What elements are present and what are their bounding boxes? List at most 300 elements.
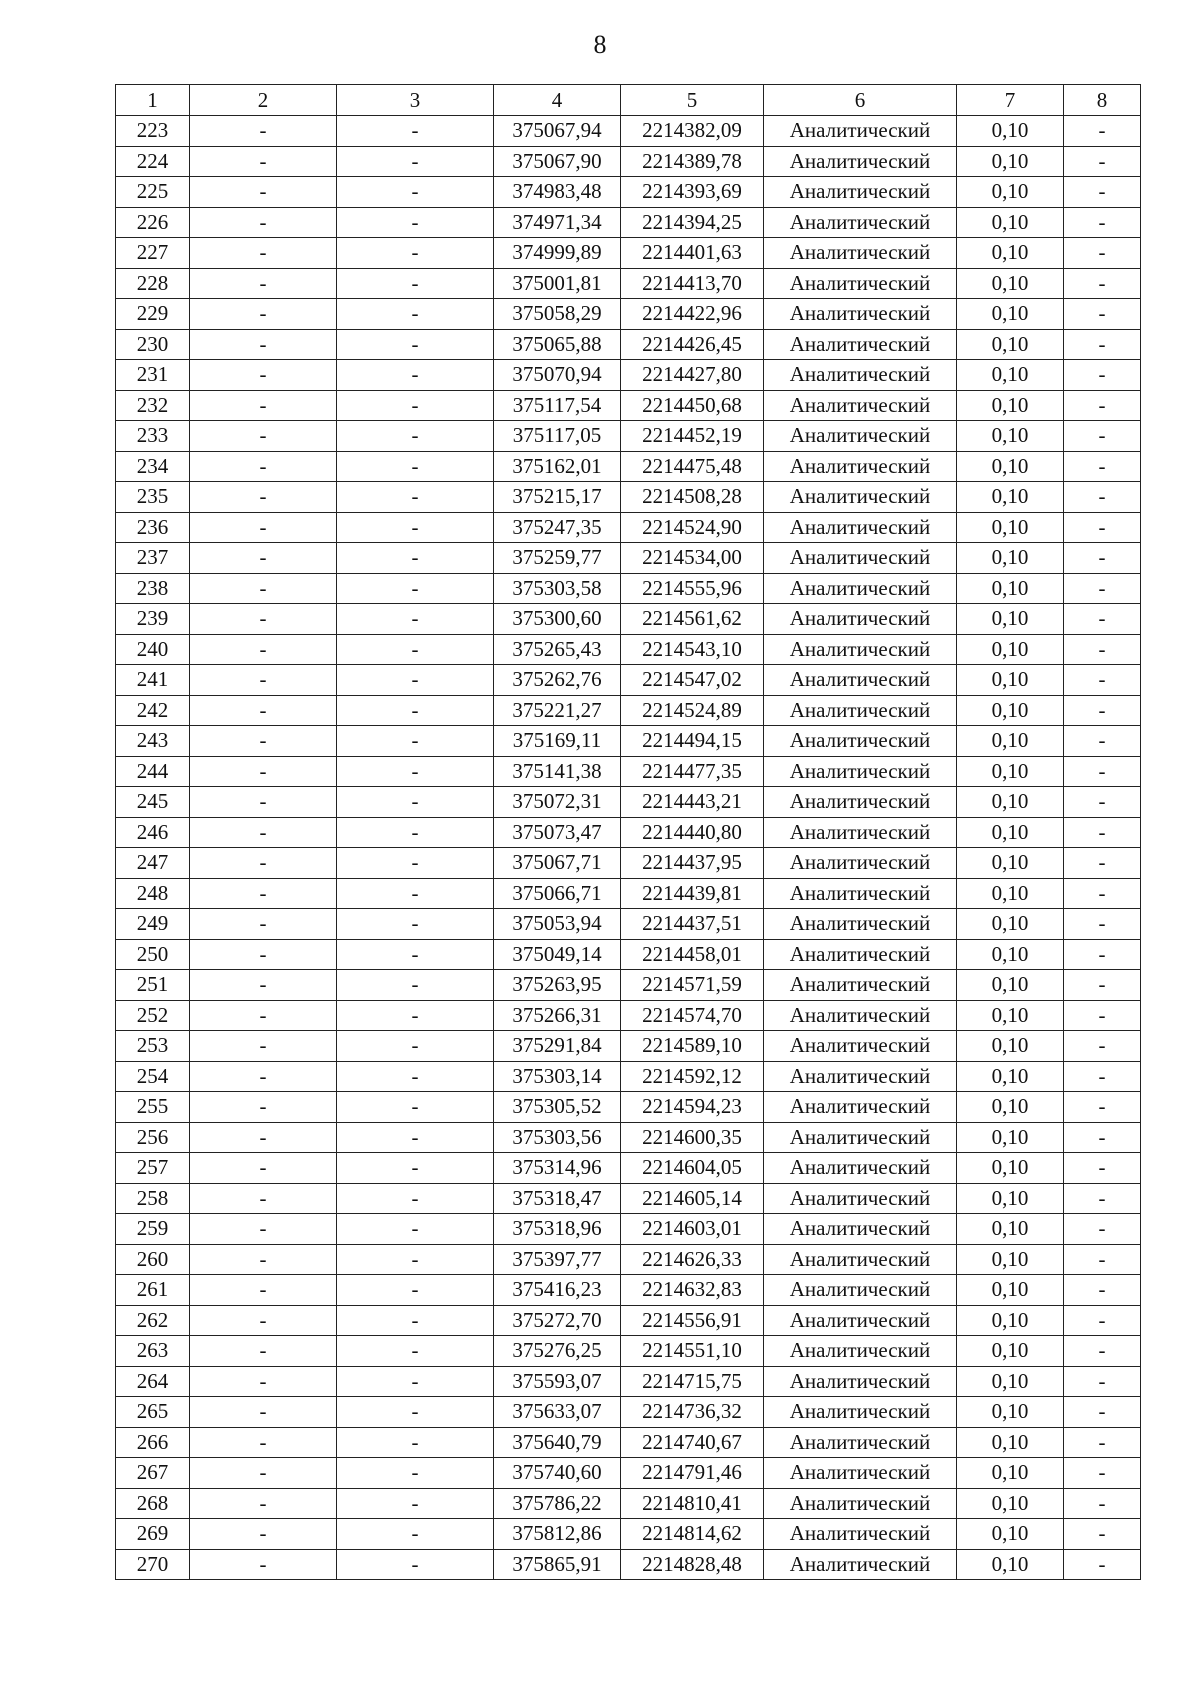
table-cell: 2214740,67 — [621, 1427, 764, 1458]
table-cell: - — [1064, 1305, 1141, 1336]
table-cell: 0,10 — [957, 848, 1064, 879]
table-cell: 375070,94 — [494, 360, 621, 391]
table-cell: - — [1064, 360, 1141, 391]
table-cell: 0,10 — [957, 1031, 1064, 1062]
table-cell: 0,10 — [957, 1092, 1064, 1123]
table-cell: 249 — [116, 909, 190, 940]
table-cell: 374971,34 — [494, 207, 621, 238]
table-row — [116, 817, 1141, 848]
table-cell: - — [337, 1366, 494, 1397]
table-cell: 374999,89 — [494, 238, 621, 269]
table-cell: Аналитический — [764, 1061, 957, 1092]
table-cell: 268 — [116, 1488, 190, 1519]
table-cell: Аналитический — [764, 1336, 957, 1367]
table-cell: 2214475,48 — [621, 451, 764, 482]
table-cell: 2214437,95 — [621, 848, 764, 879]
table-cell: - — [1064, 1275, 1141, 1306]
table-cell: 236 — [116, 512, 190, 543]
table-cell: 375786,22 — [494, 1488, 621, 1519]
table-cell: - — [190, 1244, 337, 1275]
table-cell: 375262,76 — [494, 665, 621, 696]
table-cell: 0,10 — [957, 116, 1064, 147]
table-cell: - — [190, 1427, 337, 1458]
table-row — [116, 573, 1141, 604]
column-header: 2 — [190, 85, 337, 116]
table-cell: - — [337, 1000, 494, 1031]
table-cell: 262 — [116, 1305, 190, 1336]
table-cell: 246 — [116, 817, 190, 848]
table-cell: 2214439,81 — [621, 878, 764, 909]
table-cell: - — [337, 1305, 494, 1336]
table-cell: 375640,79 — [494, 1427, 621, 1458]
table-cell: - — [190, 878, 337, 909]
table-row — [116, 939, 1141, 970]
table-cell: - — [337, 207, 494, 238]
column-header: 7 — [957, 85, 1064, 116]
table-row — [116, 1427, 1141, 1458]
table-cell: Аналитический — [764, 360, 957, 391]
table-cell: - — [190, 1488, 337, 1519]
table-cell: 229 — [116, 299, 190, 330]
table-cell: - — [190, 817, 337, 848]
table-cell: - — [190, 1519, 337, 1550]
table-cell: - — [1064, 1458, 1141, 1489]
table-cell: 255 — [116, 1092, 190, 1123]
table-cell: 375073,47 — [494, 817, 621, 848]
table-cell: Аналитический — [764, 1519, 957, 1550]
table-cell: - — [1064, 1031, 1141, 1062]
table-row — [116, 970, 1141, 1001]
table-cell: 2214494,15 — [621, 726, 764, 757]
table-cell: - — [337, 909, 494, 940]
table-cell: 251 — [116, 970, 190, 1001]
table-cell: - — [1064, 1183, 1141, 1214]
table-row — [116, 1305, 1141, 1336]
table-cell: 0,10 — [957, 207, 1064, 238]
table-row — [116, 1397, 1141, 1428]
table-cell: Аналитический — [764, 1122, 957, 1153]
table-row — [116, 268, 1141, 299]
table-cell: - — [1064, 695, 1141, 726]
table-cell: Аналитический — [764, 817, 957, 848]
table-cell: 0,10 — [957, 1275, 1064, 1306]
table-cell: 0,10 — [957, 1549, 1064, 1580]
table-row — [116, 329, 1141, 360]
table-cell: 0,10 — [957, 360, 1064, 391]
table-cell: 375303,58 — [494, 573, 621, 604]
table-cell: Аналитический — [764, 451, 957, 482]
table-cell: 375314,96 — [494, 1153, 621, 1184]
table-cell: 225 — [116, 177, 190, 208]
table-header-row — [116, 85, 1141, 116]
table-cell: - — [337, 1183, 494, 1214]
table-cell: 259 — [116, 1214, 190, 1245]
table-cell: 0,10 — [957, 1244, 1064, 1275]
table-cell: - — [190, 390, 337, 421]
table-row — [116, 1092, 1141, 1123]
coordinates-table — [115, 84, 1141, 1580]
table-cell: - — [190, 604, 337, 635]
table-cell: 224 — [116, 146, 190, 177]
table-cell: - — [1064, 726, 1141, 757]
table-cell: 375593,07 — [494, 1366, 621, 1397]
table-cell: 2214543,10 — [621, 634, 764, 665]
table-cell: 242 — [116, 695, 190, 726]
table-cell: - — [1064, 1336, 1141, 1367]
table-cell: - — [337, 848, 494, 879]
table-cell: 2214547,02 — [621, 665, 764, 696]
table-cell: Аналитический — [764, 1214, 957, 1245]
table-cell: 0,10 — [957, 939, 1064, 970]
table-cell: 269 — [116, 1519, 190, 1550]
table-cell: 375300,60 — [494, 604, 621, 635]
table-cell: 375169,11 — [494, 726, 621, 757]
table-cell: Аналитический — [764, 726, 957, 757]
table-cell: 375259,77 — [494, 543, 621, 574]
table-cell: 2214810,41 — [621, 1488, 764, 1519]
table-cell: 375265,43 — [494, 634, 621, 665]
table-cell: 227 — [116, 238, 190, 269]
table-cell: - — [1064, 421, 1141, 452]
table-cell: 375263,95 — [494, 970, 621, 1001]
table-cell: Аналитический — [764, 1397, 957, 1428]
table-cell: - — [337, 1519, 494, 1550]
table-cell: - — [1064, 390, 1141, 421]
table-cell: 2214524,89 — [621, 695, 764, 726]
table-cell: 257 — [116, 1153, 190, 1184]
table-cell: - — [190, 1549, 337, 1580]
table-cell: - — [190, 1000, 337, 1031]
table-cell: 0,10 — [957, 817, 1064, 848]
table-cell: - — [337, 604, 494, 635]
table-row — [116, 726, 1141, 757]
table-cell: 375053,94 — [494, 909, 621, 940]
table-cell: - — [1064, 512, 1141, 543]
table-cell: 0,10 — [957, 1305, 1064, 1336]
table-cell: 0,10 — [957, 909, 1064, 940]
table-cell: 2214524,90 — [621, 512, 764, 543]
table-cell: 254 — [116, 1061, 190, 1092]
table-cell: - — [337, 268, 494, 299]
table-row — [116, 787, 1141, 818]
table-cell: Аналитический — [764, 1000, 957, 1031]
table-cell: 0,10 — [957, 1488, 1064, 1519]
table-cell: 223 — [116, 116, 190, 147]
table-cell: Аналитический — [764, 970, 957, 1001]
table-cell: 0,10 — [957, 1397, 1064, 1428]
table-cell: - — [337, 970, 494, 1001]
table-cell: 258 — [116, 1183, 190, 1214]
table-cell: - — [1064, 146, 1141, 177]
table-cell: Аналитический — [764, 421, 957, 452]
table-cell: - — [337, 1244, 494, 1275]
table-cell: 0,10 — [957, 634, 1064, 665]
table-cell: - — [190, 1336, 337, 1367]
table-cell: 375066,71 — [494, 878, 621, 909]
table-cell: 2214814,62 — [621, 1519, 764, 1550]
table-row — [116, 1000, 1141, 1031]
table-cell: 0,10 — [957, 1214, 1064, 1245]
table-cell: 0,10 — [957, 695, 1064, 726]
table-cell: Аналитический — [764, 1031, 957, 1062]
table-cell: 375416,23 — [494, 1275, 621, 1306]
table-row — [116, 177, 1141, 208]
table-row — [116, 695, 1141, 726]
table-row — [116, 1549, 1141, 1580]
table-row — [116, 1488, 1141, 1519]
table-cell: Аналитический — [764, 756, 957, 787]
table-cell: 248 — [116, 878, 190, 909]
table-cell: 374983,48 — [494, 177, 621, 208]
table-cell: - — [337, 787, 494, 818]
table-cell: - — [190, 482, 337, 513]
table-cell: - — [1064, 817, 1141, 848]
table-cell: 2214534,00 — [621, 543, 764, 574]
table-cell: 0,10 — [957, 665, 1064, 696]
table-cell: 0,10 — [957, 1122, 1064, 1153]
table-row — [116, 1275, 1141, 1306]
table-cell: 228 — [116, 268, 190, 299]
table-cell: Аналитический — [764, 1458, 957, 1489]
table-cell: 2214589,10 — [621, 1031, 764, 1062]
table-cell: - — [337, 421, 494, 452]
table-cell: - — [337, 726, 494, 757]
table-cell: 0,10 — [957, 390, 1064, 421]
table-cell: Аналитический — [764, 848, 957, 879]
table-cell: 234 — [116, 451, 190, 482]
table-cell: 2214600,35 — [621, 1122, 764, 1153]
table-cell: 375397,77 — [494, 1244, 621, 1275]
table-cell: - — [1064, 573, 1141, 604]
table-cell: Аналитический — [764, 1153, 957, 1184]
column-header: 6 — [764, 85, 957, 116]
table-row — [116, 360, 1141, 391]
table-cell: - — [1064, 1092, 1141, 1123]
table-cell: 2214413,70 — [621, 268, 764, 299]
table-cell: 0,10 — [957, 482, 1064, 513]
table-cell: - — [190, 146, 337, 177]
table-cell: - — [1064, 268, 1141, 299]
table-cell: - — [1064, 787, 1141, 818]
column-header: 5 — [621, 85, 764, 116]
table-cell: Аналитический — [764, 207, 957, 238]
table-cell: - — [1064, 848, 1141, 879]
table-cell: 0,10 — [957, 177, 1064, 208]
table-cell: Аналитический — [764, 238, 957, 269]
table-cell: Аналитический — [764, 482, 957, 513]
table-cell: 2214422,96 — [621, 299, 764, 330]
table-cell: 0,10 — [957, 421, 1064, 452]
table-row — [116, 146, 1141, 177]
table-cell: 239 — [116, 604, 190, 635]
table-row — [116, 1122, 1141, 1153]
table-cell: 375633,07 — [494, 1397, 621, 1428]
table-cell: Аналитический — [764, 634, 957, 665]
table-cell: 0,10 — [957, 268, 1064, 299]
table-cell: - — [337, 1488, 494, 1519]
table-cell: - — [337, 939, 494, 970]
table-cell: Аналитический — [764, 939, 957, 970]
table-cell: 0,10 — [957, 1153, 1064, 1184]
table-row — [116, 1214, 1141, 1245]
table-cell: - — [1064, 1488, 1141, 1519]
table-cell: Аналитический — [764, 1366, 957, 1397]
table-cell: - — [1064, 1214, 1141, 1245]
table-cell: Аналитический — [764, 695, 957, 726]
table-cell: 2214394,25 — [621, 207, 764, 238]
table-cell: 2214508,28 — [621, 482, 764, 513]
table-cell: 0,10 — [957, 1000, 1064, 1031]
table-cell: - — [337, 238, 494, 269]
table-cell: 0,10 — [957, 512, 1064, 543]
table-cell: - — [337, 1031, 494, 1062]
table-cell: - — [337, 817, 494, 848]
table-cell: 375067,94 — [494, 116, 621, 147]
table-cell: Аналитический — [764, 1488, 957, 1519]
table-cell: 2214555,96 — [621, 573, 764, 604]
table-cell: - — [1064, 177, 1141, 208]
table-cell: 2214715,75 — [621, 1366, 764, 1397]
table-cell: - — [190, 695, 337, 726]
table-cell: - — [190, 116, 337, 147]
table-cell: Аналитический — [764, 177, 957, 208]
table-cell: - — [337, 360, 494, 391]
table-cell: 0,10 — [957, 299, 1064, 330]
table-row — [116, 848, 1141, 879]
table-cell: 0,10 — [957, 543, 1064, 574]
table-cell: 2214791,46 — [621, 1458, 764, 1489]
table-cell: - — [190, 543, 337, 574]
table-cell: Аналитический — [764, 299, 957, 330]
table-row — [116, 1031, 1141, 1062]
table-cell: 2214605,14 — [621, 1183, 764, 1214]
table-cell: - — [337, 695, 494, 726]
table-cell: 0,10 — [957, 726, 1064, 757]
table-row — [116, 1519, 1141, 1550]
table-cell: 0,10 — [957, 1336, 1064, 1367]
table-cell: 375067,71 — [494, 848, 621, 879]
table-cell: Аналитический — [764, 1092, 957, 1123]
table-cell: - — [190, 1153, 337, 1184]
table-cell: 226 — [116, 207, 190, 238]
table-cell: - — [337, 390, 494, 421]
table-cell: 243 — [116, 726, 190, 757]
table-cell: Аналитический — [764, 573, 957, 604]
table-cell: - — [190, 1275, 337, 1306]
table-row — [116, 1244, 1141, 1275]
table-cell: 244 — [116, 756, 190, 787]
table-cell: 375001,81 — [494, 268, 621, 299]
table-cell: - — [1064, 1061, 1141, 1092]
table-cell: 0,10 — [957, 756, 1064, 787]
table-row — [116, 421, 1141, 452]
table-cell: - — [190, 451, 337, 482]
table-cell: - — [337, 1336, 494, 1367]
table-row — [116, 878, 1141, 909]
table-cell: - — [1064, 1244, 1141, 1275]
table-cell: 375247,35 — [494, 512, 621, 543]
table-cell: - — [1064, 451, 1141, 482]
table-cell: 0,10 — [957, 1366, 1064, 1397]
table-cell: - — [190, 726, 337, 757]
table-row — [116, 512, 1141, 543]
table-cell: - — [337, 543, 494, 574]
table-cell: - — [190, 939, 337, 970]
table-cell: - — [190, 970, 337, 1001]
table-cell: 375305,52 — [494, 1092, 621, 1123]
table-row — [116, 665, 1141, 696]
table-cell: 375221,27 — [494, 695, 621, 726]
table-cell: - — [1064, 238, 1141, 269]
table-cell: Аналитический — [764, 146, 957, 177]
table-cell: 2214632,83 — [621, 1275, 764, 1306]
table-cell: 2214603,01 — [621, 1214, 764, 1245]
table-cell: - — [190, 1183, 337, 1214]
table-cell: - — [337, 665, 494, 696]
table-row — [116, 543, 1141, 574]
table-cell: - — [337, 573, 494, 604]
table-cell: 2214382,09 — [621, 116, 764, 147]
table-row — [116, 604, 1141, 635]
table-cell: 375065,88 — [494, 329, 621, 360]
table-cell: 2214452,19 — [621, 421, 764, 452]
table-cell: 0,10 — [957, 1061, 1064, 1092]
table-cell: - — [1064, 1000, 1141, 1031]
table-row — [116, 1458, 1141, 1489]
table-cell: Аналитический — [764, 329, 957, 360]
table-cell: 250 — [116, 939, 190, 970]
column-header: 4 — [494, 85, 621, 116]
table-cell: Аналитический — [764, 390, 957, 421]
table-cell: - — [1064, 299, 1141, 330]
table-cell: - — [190, 1366, 337, 1397]
table-cell: 2214604,05 — [621, 1153, 764, 1184]
table-cell: 2214393,69 — [621, 177, 764, 208]
table-cell: - — [190, 329, 337, 360]
table-cell: 375318,47 — [494, 1183, 621, 1214]
table-cell: 2214736,32 — [621, 1397, 764, 1428]
table-cell: 375291,84 — [494, 1031, 621, 1062]
table-row — [116, 1061, 1141, 1092]
table-cell: 256 — [116, 1122, 190, 1153]
table-cell: 375272,70 — [494, 1305, 621, 1336]
table-cell: - — [337, 116, 494, 147]
table-row — [116, 756, 1141, 787]
table-cell: 2214592,12 — [621, 1061, 764, 1092]
table-row — [116, 238, 1141, 269]
table-cell: Аналитический — [764, 665, 957, 696]
table-cell: - — [190, 421, 337, 452]
table-row — [116, 207, 1141, 238]
table-cell: 2214571,59 — [621, 970, 764, 1001]
table-cell: - — [1064, 939, 1141, 970]
table-cell: - — [190, 848, 337, 879]
table-row — [116, 451, 1141, 482]
table-cell: - — [190, 1031, 337, 1062]
table-cell: - — [1064, 543, 1141, 574]
table-cell: 375117,05 — [494, 421, 621, 452]
table-cell: - — [337, 1122, 494, 1153]
table-cell: - — [190, 787, 337, 818]
table-cell: - — [190, 1061, 337, 1092]
table-cell: 0,10 — [957, 1458, 1064, 1489]
table-cell: - — [190, 1397, 337, 1428]
table-cell: 240 — [116, 634, 190, 665]
table-cell: 375162,01 — [494, 451, 621, 482]
table-cell: 267 — [116, 1458, 190, 1489]
table-cell: 0,10 — [957, 970, 1064, 1001]
table-row — [116, 634, 1141, 665]
